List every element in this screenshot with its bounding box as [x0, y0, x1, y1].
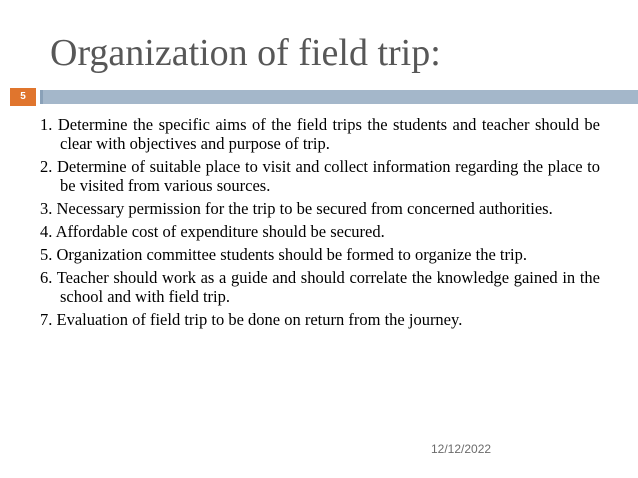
- slide-title: Organization of field trip:: [50, 32, 441, 74]
- slide-date: 12/12/2022: [431, 442, 492, 456]
- list-item: 7. Evaluation of field trip to be done on return from the journey.: [40, 310, 463, 329]
- list-item: 5. Organization committee students should be formed to organize the trip.: [40, 245, 527, 264]
- slide-number-badge: 5: [10, 88, 36, 106]
- list-item: 6. Teacher should work as a guide and should correlate the knowledge gained in the school and with field trip.: [40, 268, 600, 306]
- list-item: 4. Affordable cost of expenditure should be secured.: [40, 222, 385, 241]
- title-underline-bar: [40, 90, 638, 104]
- list-item: 1. Determine the specific aims of the field trips the students and teacher should be clear with objectives and purpose of trip.: [40, 115, 600, 153]
- list-item: 2. Determine of suitable place to visit and collect information regarding the place to be visited from various sources.: [40, 157, 600, 195]
- list-item: 3. Necessary permission for the trip to be secured from concerned authorities.: [40, 199, 553, 218]
- bullet-list: [40, 115, 600, 333]
